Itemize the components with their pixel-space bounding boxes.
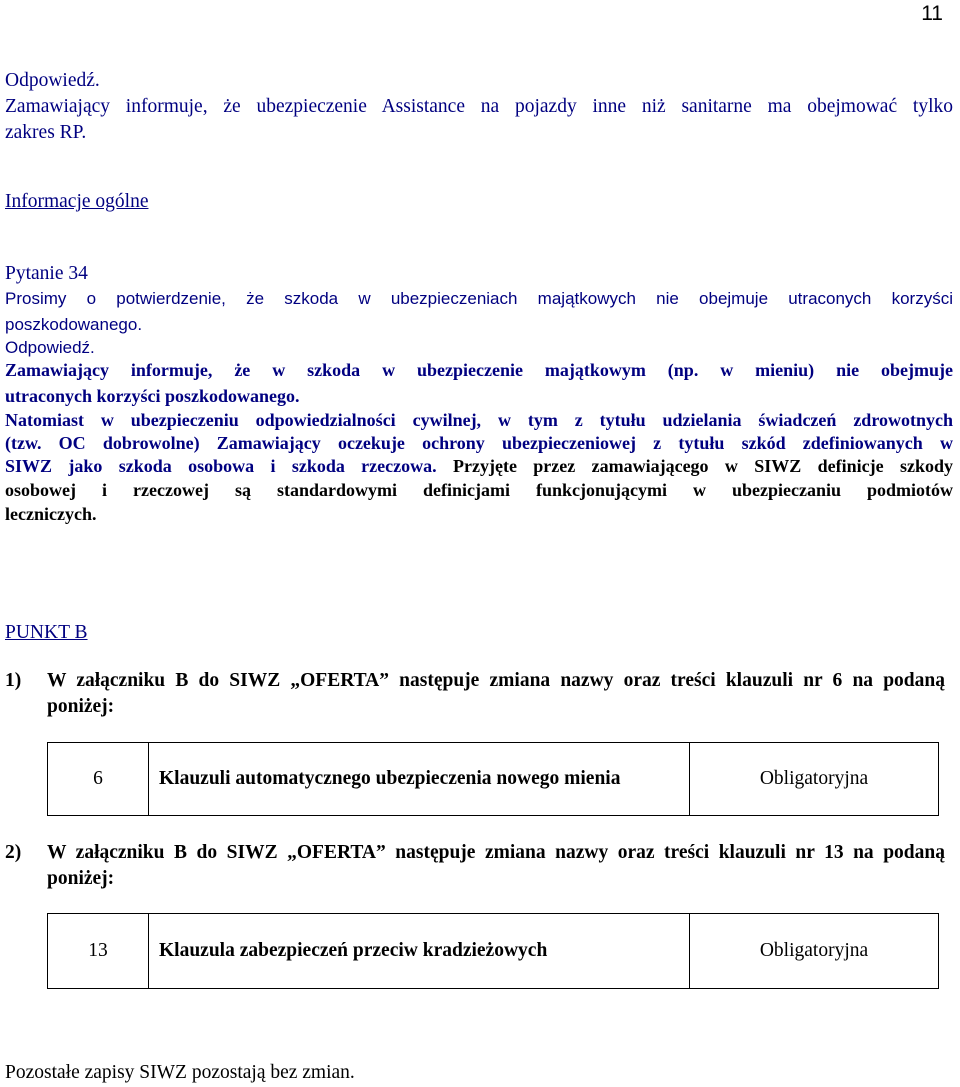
- answer-text-line: leczniczych.: [5, 504, 97, 524]
- clause-status: Obligatoryjna: [690, 743, 939, 816]
- answer-text-line: (tzw. OC dobrowolne) Zamawiający oczekuje ochrony ubezpieczeniowej z tytułu szkód zdefiniowanych w: [5, 433, 953, 453]
- answer-text-segment: SIWZ jako szkoda osobowa i szkoda rzeczowa.: [5, 456, 437, 476]
- answer-text-line: osobowej i rzeczowej są standardowymi definicjami funkcjonującymi w ubezpieczaniu podmiotów: [5, 480, 953, 500]
- clause-number: 6: [48, 743, 149, 816]
- answer-text-line: utraconych korzyści poszkodowanego.: [5, 386, 300, 406]
- list-item-number: 2): [5, 842, 22, 863]
- answer-text-line: Natomiast w ubezpieczeniu odpowiedzialności cywilnej, w tym z tytułu udzielania świadczeń zdrowotnych: [5, 410, 953, 430]
- closing-note: Pozostałe zapisy SIWZ pozostają bez zmian.: [5, 1062, 355, 1083]
- list-item-number: 1): [5, 670, 22, 691]
- answer-text-line: zakres RP.: [5, 122, 87, 143]
- table-row: [48, 743, 939, 816]
- question-text-line: poszkodowanego.: [5, 315, 143, 334]
- page-number: 11: [921, 2, 943, 25]
- answer-label: Odpowiedź.: [5, 338, 95, 357]
- section-heading: Informacje ogólne: [5, 191, 149, 212]
- answer-text-segment: Przyjęte przez zamawiającego w SIWZ definicje szkody: [436, 456, 953, 476]
- list-item-text-line: W załączniku B do SIWZ „OFERTA” następuje zmiana nazwy oraz treści klauzuli nr 6 na podaną: [47, 670, 945, 691]
- answer-text-line: Zamawiający informuje, że ubezpieczenie Assistance na pojazdy inne niż sanitarne ma obejmować tylko: [5, 96, 953, 117]
- clause-table: [47, 742, 939, 816]
- question-text-line: Prosimy o potwierdzenie, że szkoda w ubezpieczeniach majątkowych nie obejmuje utraconych korzyści: [5, 289, 953, 308]
- clause-name: Klauzuli automatycznego ubezpieczenia nowego mienia: [149, 743, 690, 816]
- answer-text-line: Zamawiający informuje, że w szkoda w ubezpieczenie majątkowym (np. w mieniu) nie obejmuje: [5, 360, 953, 380]
- list-item-text-line: poniżej:: [47, 696, 115, 717]
- clause-table: [47, 913, 939, 989]
- clause-number: 13: [48, 914, 149, 989]
- clause-status: Obligatoryjna: [690, 914, 939, 989]
- table-row: [48, 914, 939, 989]
- question-title: Pytanie 34: [5, 263, 88, 284]
- clause-name: Klauzula zabezpieczeń przeciw kradzieżowych: [149, 914, 690, 989]
- answer-text-line: [5, 456, 953, 477]
- list-item-text-line: poniżej:: [47, 868, 115, 889]
- punkt-b-heading: PUNKT B: [5, 622, 88, 643]
- answer-label: Odpowiedź.: [5, 70, 100, 91]
- list-item-text-line: W załączniku B do SIWZ „OFERTA” następuje zmiana nazwy oraz treści klauzuli nr 13 na podaną: [47, 842, 945, 863]
